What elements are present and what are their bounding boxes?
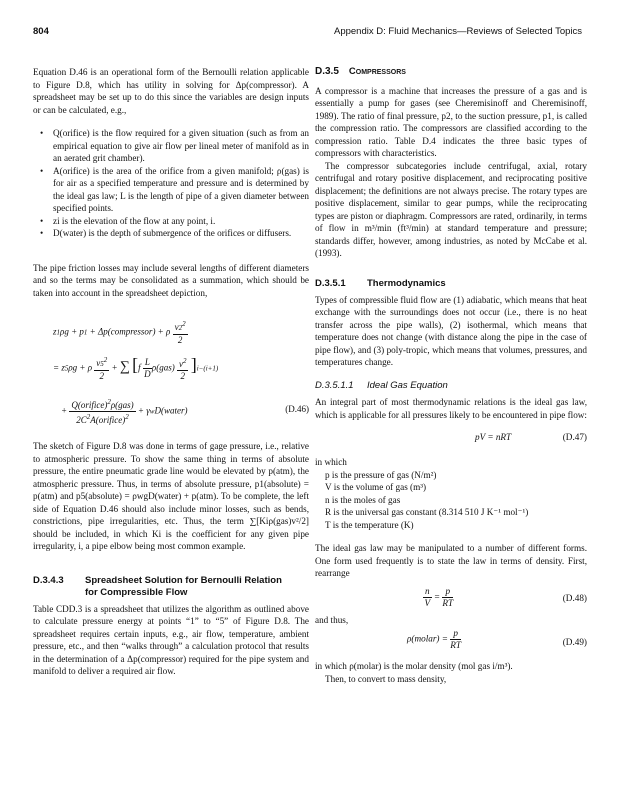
in-which-label: in which: [315, 457, 347, 467]
page-number: 804: [33, 26, 49, 37]
equation-d47: pV = nRT (D.47): [475, 432, 587, 442]
spreadsheet-paragraph: Table CDD.3 is a spreadsheet that utilizes the algorithm as outlined above to calculate pressure energy at points “1” to “5” of Figure D.8. The spreadsheet requires certain inputs, e.g., air flow, temperature, ambient pressure, etc., and then “walks through” a calculation protocol that results in the determination of a Δp(compressor) required for the pipe system and manifold to deliver a required air flow.: [33, 603, 309, 676]
and-thus-label: and thus,: [315, 614, 349, 625]
variable-definition: R is the universal gas constant (8.314 510 J K⁻¹ mol⁻¹): [325, 507, 529, 517]
variable-definition: p is the pressure of gas (N/m²): [325, 469, 437, 480]
bullet-item: • D(water) is the depth of submergence of the orifices or diffusers.: [53, 227, 309, 240]
left-column: [33, 66, 309, 678]
compressor-paragraph: A compressor is a machine that increases the pressure of a gas and is essentially a pump for gases (see Cheremisinoff and Cheremisinoff, 1989). The ratio of final pressure, p2, to the suction pressure, p1, is called the compression ratio. The compressors are classified according to the compression ratio. Table D.4 indicates the three basic types of compressors with characteristics.: [315, 85, 587, 158]
variable-definitions: [315, 469, 587, 532]
equation-d49: ρ(molar) = $\frac{p}{RT}$ (D.49): [407, 628, 587, 650]
variable-definition: T is the temperature (K): [325, 519, 414, 530]
equation-d46: z1ρg + p1 + Δp(compressor) + ρ $\frac{v2^2}{2}$ = z5ρg + ρ $\frac{v5^2}{2}$ + ∑ [f $\frac{L}{D}$ ρ(gas) $\frac{v^2}{2}$ ]i−(i+1) + $\frac{Q(orifice)^2\rho(gas)}{2C^2A(orifice)^2}$ + γwD(water) (D.46): [53, 320, 309, 425]
thermo-heading: D.3.5.1 Thermodynamics: [315, 277, 446, 289]
molar-density-paragraph: in which ρ(molar) is the molar density (mol gas i/m³).: [315, 661, 513, 671]
manipulation-paragraph: The ideal gas law may be manipulated to a number of different forms. One form used frequently is to state the law in terms of density. First, rearrange: [315, 543, 587, 578]
variable-definition: V is the volume of gas (m³): [325, 482, 427, 492]
right-column: [315, 66, 587, 685]
compressor-subcategory-paragraph: The compressor subcategories include centrifugal, axial, rotary centrifugal and rotary positive displacement, and reciprocating positive displacement; the definitions are not always precise. The rotary types are positive displacement, similar to gear pumps, while the reciprocating types are piston or diaphragm. Compressors are rated, ordinarily, in terms of flow in m³/min (ft³/min) at standard temperature and pressure; standards differ, however, among industries, as noted by McCabe et al. (1993).: [315, 160, 587, 258]
bullet-item: • Q(orifice) is the flow required for a given situation (such as from an empirical equation to give air flow per lineal meter of manifold as in an aerated grit chamber).: [53, 127, 309, 165]
equation-d48: $\frac{n}{V}$ = $\frac{p}{RT}$ (D.48): [424, 585, 587, 608]
mass-density-paragraph: Then, to convert to mass density,: [325, 673, 447, 684]
equation-number: (D.46): [285, 404, 309, 414]
ideal-gas-heading: D.3.5.1.1 Ideal Gas Equation: [315, 379, 448, 391]
variable-definition: n is the moles of gas: [325, 494, 401, 505]
section-heading: D.3.5 Compressors: [315, 66, 406, 77]
ideal-gas-paragraph: An integral part of most thermodynamic relations is the ideal gas law, which is applicable for all pressures likely to be encountered in pipe flow:: [315, 397, 587, 420]
thermo-paragraph: Types of compressible fluid flow are (1) adiabatic, which means that heat exchange with the surroundings does not occur (i.e., there is no heat transfer across the pipe walls), (2) isothermal, which means that temperature does not change (with distance along the pipe in the case of pipe flow), and (3) poly-tropic, which means that volumes, pressures, and temperatures change.: [315, 294, 587, 367]
bullet-item: • zi is the elevation of the flow at any point, i.: [53, 215, 309, 228]
intro-paragraph: Equation D.46 is an operational form of the Bernoulli relation applicable to Figure D.8, which has utility in solving for Δp(compressor). A spreadsheet may be set up to do this since the variables are design inputs or can be calculated, e.g.,: [33, 67, 309, 115]
sketch-paragraph: The sketch of Figure D.8 was done in terms of gage pressure, i.e., relative to atmospheric pressure. To show the same thing in terms of absolute pressure, the entire pneumatic grade line would be elevated by p(atm), the atmospheric pressure. Thus, in terms of absolute pressure, p1(absolute) = p(atm) and p5(absolute) = ρwgD(water) + p(atm). To be complete, the left side of Equation D.46 should also include minor losses, such as bends, constrictions, pipe irregularities, etc. Thus, the term ∑[Kiρ(gas)v²/2] should be included, in which Ki is the coefficient for any given pipe irregularity, i, a pipe elbow being most common example.: [33, 441, 309, 551]
subsection-heading: D.3.4.3 Spreadsheet Solution for Bernoulli Relation for Compressible Flow: [33, 574, 282, 598]
variable-bullet-list: [33, 127, 309, 240]
running-title: Appendix D: Fluid Mechanics—Reviews of Selected Topics: [334, 26, 582, 37]
bullet-item: • A(orifice) is the area of the orifice from a given manifold; ρ(gas) is for air as a specified temperature and pressure and is determined by the ideal gas law; L is the length of pipe of a given diameter between specified points.: [53, 165, 309, 215]
running-header: [33, 26, 582, 40]
friction-paragraph: The pipe friction losses may include several lengths of different diameters and so the terms may be consolidated as a summation, which should be taken into account in the spreadsheet depiction,: [33, 262, 309, 298]
